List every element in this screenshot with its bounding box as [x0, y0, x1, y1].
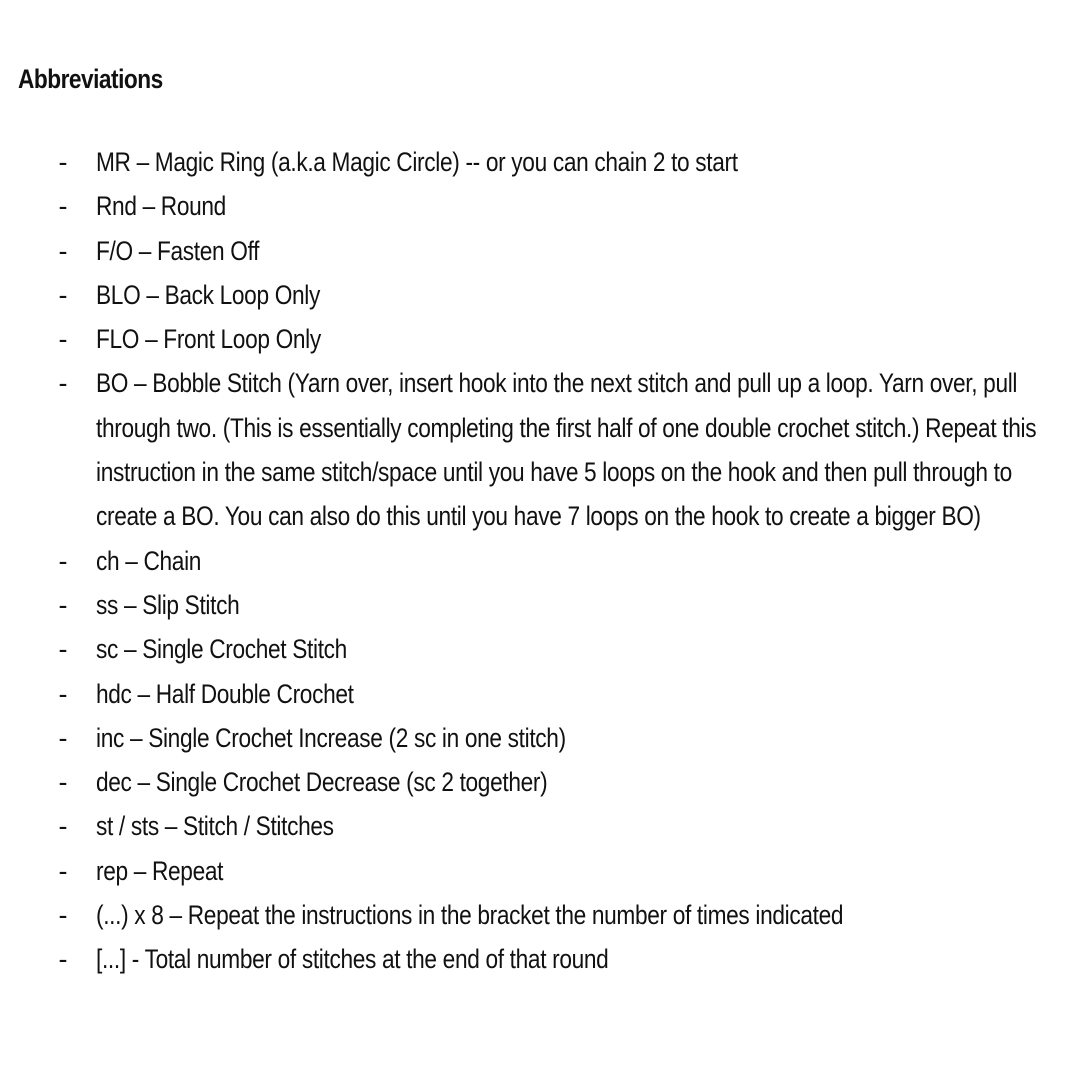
bullet-dash: -	[58, 678, 68, 709]
list-item-bo	[0, 361, 1080, 538]
bullet-dash: -	[58, 589, 68, 620]
bullet-dash: -	[58, 900, 68, 931]
list-item-text: ch – Chain	[96, 545, 202, 576]
list-item-text: FLO – Front Loop Only	[96, 324, 321, 355]
list-item-text: F/O – Fasten Off	[96, 235, 260, 266]
list-item-bracket-repeat	[0, 893, 1080, 937]
bullet-dash: -	[58, 191, 68, 222]
bullet-dash: -	[58, 944, 68, 975]
bullet-dash: -	[58, 634, 68, 665]
list-item-text: [...] - Total number of stitches at the end of that round	[96, 944, 609, 975]
list-item-text: rep – Repeat	[96, 855, 224, 886]
bullet-dash: -	[58, 767, 68, 798]
list-item-fo	[0, 229, 1080, 273]
list-item-text: st / sts – Stitch / Stitches	[96, 811, 334, 842]
list-item-text: (...) x 8 – Repeat the instructions in the bracket the number of times indicated	[96, 900, 844, 931]
bullet-dash: -	[58, 235, 68, 266]
bullet-dash: -	[58, 324, 68, 355]
bullet-dash: -	[58, 147, 68, 177]
bullet-dash: -	[58, 368, 68, 399]
list-item-ss	[0, 583, 1080, 627]
list-item-sc	[0, 627, 1080, 671]
list-item-flo	[0, 317, 1080, 361]
list-item-text: BO – Bobble Stitch (Yarn over, insert hook into the next stitch and pull up a loop. Yarn over, pull through two. (This is essentially completing the first half of one double crochet stitch.) Repeat this instruction in the same stitch/space until you have 5 loops on the hook and then pull through to create a BO. You can also do this until you have 7 loops on the hook to create a bigger BO)	[96, 368, 1037, 532]
page-title: Abbreviations	[18, 64, 163, 94]
list-item-ch	[0, 539, 1080, 583]
bullet-dash: -	[58, 855, 68, 886]
list-item-rep	[0, 849, 1080, 893]
list-item-text: MR – Magic Ring (a.k.a Magic Circle) -- or you can chain 2 to start	[96, 147, 738, 177]
bullet-dash: -	[58, 545, 68, 576]
list-item-dec	[0, 760, 1080, 804]
list-item-stitch-total	[0, 937, 1080, 981]
list-item-text: dec – Single Crochet Decrease (sc 2 together)	[96, 767, 548, 798]
list-item-mr	[0, 140, 1080, 184]
abbreviations-list	[0, 140, 1080, 982]
list-item-text: inc – Single Crochet Increase (2 sc in one stitch)	[96, 722, 566, 753]
bullet-dash: -	[58, 811, 68, 842]
list-item-text: sc – Single Crochet Stitch	[96, 634, 347, 665]
list-item-text: BLO – Back Loop Only	[96, 279, 320, 310]
list-item-text: hdc – Half Double Crochet	[96, 678, 354, 709]
list-item-blo	[0, 273, 1080, 317]
list-item-st	[0, 804, 1080, 848]
bullet-dash: -	[58, 722, 68, 753]
list-item-text: ss – Slip Stitch	[96, 589, 240, 620]
list-item-text: Rnd – Round	[96, 191, 226, 222]
list-item-inc	[0, 716, 1080, 760]
list-item-hdc	[0, 672, 1080, 716]
bullet-dash: -	[58, 279, 68, 310]
list-item-rnd	[0, 184, 1080, 228]
